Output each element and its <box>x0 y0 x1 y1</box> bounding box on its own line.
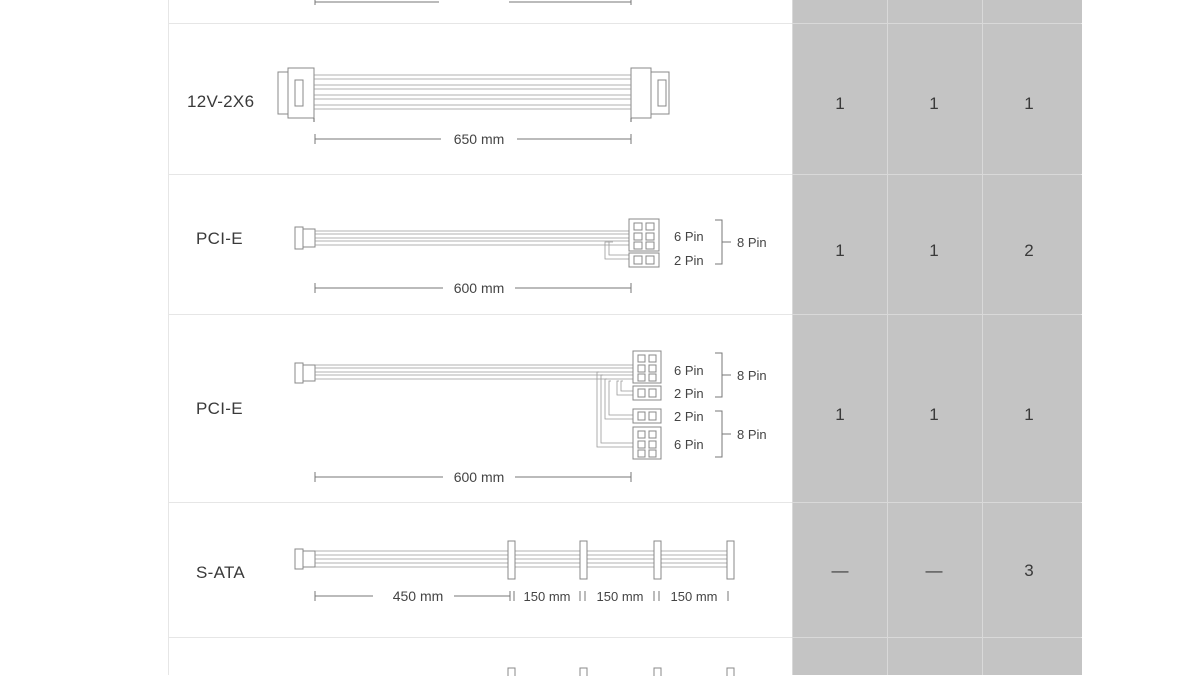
qty-value: 1 <box>835 241 845 260</box>
pin-label: 6 Pin <box>674 363 704 378</box>
pin-label: 2 Pin <box>674 409 704 424</box>
table-row <box>169 0 1082 24</box>
qty-value: 1 <box>835 405 845 424</box>
cable-diagram-pcie-8pin <box>169 175 793 315</box>
cable-diagram-sata <box>169 503 793 638</box>
table-row <box>169 314 1082 503</box>
qty-value: — <box>925 561 943 580</box>
row-divider <box>792 174 1081 175</box>
qty-value: 1 <box>1024 94 1034 113</box>
qty-value: 1 <box>929 94 939 113</box>
qty-value: 3 <box>1024 561 1034 580</box>
connector-label: 12V-2X6 <box>187 92 255 111</box>
length-label: 600 mm <box>453 280 505 296</box>
table-row <box>169 502 1082 638</box>
qty-value: 2 <box>1024 241 1034 260</box>
cable-diagram-12v-2x6 <box>169 24 793 175</box>
cable-diagram-pcie-dual <box>169 315 793 503</box>
length-label: 600 mm <box>453 469 505 485</box>
row-divider <box>792 637 1081 638</box>
table-row <box>169 23 1082 175</box>
length-label: 650 mm <box>453 131 505 147</box>
pin-label: 6 Pin <box>674 437 704 452</box>
pin-label: 8 Pin <box>737 235 767 250</box>
connector-label: S-ATA <box>196 563 246 582</box>
row-divider <box>792 314 1081 315</box>
qty-value: 1 <box>929 241 939 260</box>
pin-label: 8 Pin <box>737 368 767 383</box>
cable-diagram <box>169 638 793 676</box>
pin-label: 6 Pin <box>674 229 704 244</box>
row-divider <box>792 23 1081 24</box>
cable-spec-table <box>168 0 1082 675</box>
length-label: 150 mm <box>670 589 718 604</box>
qty-value: 1 <box>1024 405 1034 424</box>
qty-value: 1 <box>929 405 939 424</box>
length-label: 450 mm <box>392 588 444 604</box>
pin-label: 2 Pin <box>674 386 704 401</box>
table-row <box>169 174 1082 315</box>
connector-label: PCI-E <box>196 229 243 248</box>
length-label: 150 mm <box>523 589 571 604</box>
pin-label: 8 Pin <box>737 427 767 442</box>
table-row <box>169 637 1082 676</box>
cable-diagram <box>169 0 793 24</box>
qty-value: — <box>831 561 849 580</box>
length-label: 150 mm <box>596 589 644 604</box>
pin-label: 2 Pin <box>674 253 704 268</box>
row-divider <box>792 502 1081 503</box>
connector-label: PCI-E <box>196 399 243 418</box>
qty-value: 1 <box>835 94 845 113</box>
